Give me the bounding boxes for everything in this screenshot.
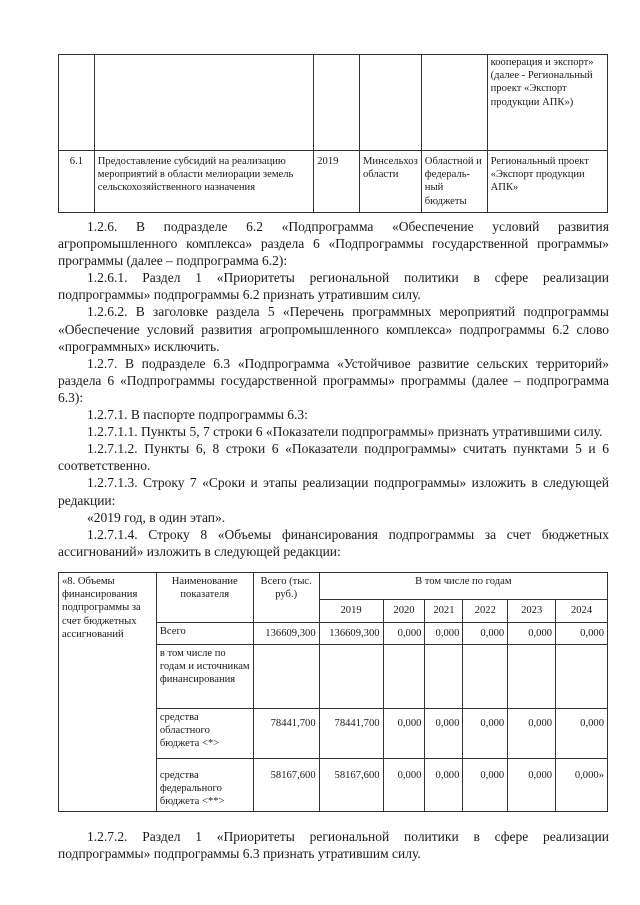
- activity-name: Предоставление субсидий на реализацию мероприятий в области мелиорации земель сельскохозяйственного назначения: [94, 151, 313, 213]
- paragraph: 1.2.7. В подразделе 6.3 «Подпрограмма «Устойчивое развитие сельских территорий» раздела 6 «Подпрограммы государственной программы» программы (далее – подпрограмма 6.3):: [58, 355, 609, 405]
- year-header: 2020: [383, 600, 425, 623]
- year-header: 2023: [508, 600, 556, 623]
- row-value: [425, 645, 463, 709]
- row-value: 0,000: [556, 623, 608, 645]
- table-cell: [94, 55, 313, 151]
- row-value: 0,000: [556, 709, 608, 759]
- col-header-years: В том числе по годам: [319, 573, 607, 600]
- row-name: средства областного бюджета <*>: [156, 709, 253, 759]
- row-label: «8. Объемы финансирования подпрограммы за счет бюджетных ассигнований: [59, 573, 157, 812]
- regional-project-cell: кооперация и экспорт» (далее - Региональный проект «Экспорт продукции АПК»): [487, 55, 607, 151]
- row-value: 0,000: [383, 759, 425, 812]
- year-header: 2021: [425, 600, 463, 623]
- activity-project: Региональный проект «Экспорт продукции АПК»: [487, 151, 607, 213]
- row-value: [556, 645, 608, 709]
- row-total: 58167,600: [253, 759, 319, 812]
- row-value: 136609,300: [319, 623, 383, 645]
- paragraph: 1.2.6.2. В заголовке раздела 5 «Перечень программных мероприятий подпрограммы «Обеспечение условий развития агропромышленного комплекса» подпрограммы 6.2 слово «программных» исключить.: [58, 304, 609, 354]
- row-value: 0,000: [463, 623, 508, 645]
- row-value: [383, 645, 425, 709]
- activity-number: 6.1: [59, 151, 95, 213]
- table-cell: [59, 55, 95, 151]
- table-cell: [421, 55, 487, 151]
- row-value: 78441,700: [319, 709, 383, 759]
- paragraph: 1.2.7.1. В паспорте подпрограммы 6.3:: [87, 407, 308, 423]
- activity-year: 2019: [314, 151, 360, 213]
- activity-executor: Минсельхоз области: [360, 151, 422, 213]
- paragraph: 1.2.7.1.2. Пункты 6, 8 строки 6 «Показатели подпрограммы» считать пунктами 5 и 6 соответственно.: [58, 441, 609, 474]
- row-value: [508, 645, 556, 709]
- row-value: 0,000: [508, 709, 556, 759]
- row-value: 0,000: [508, 623, 556, 645]
- col-header-name: Наименование показателя: [156, 573, 253, 623]
- row-name: средства федерального бюджета <**>: [156, 759, 253, 812]
- row-value: 0,000: [383, 623, 425, 645]
- year-header: 2019: [319, 600, 383, 623]
- paragraph: 1.2.7.1.3. Строку 7 «Сроки и этапы реализации подпрограммы» изложить в следующей редакции:: [58, 475, 609, 508]
- row-value: [463, 645, 508, 709]
- row-name: в том числе по годам и источникам финансирования: [156, 645, 253, 709]
- table-cell: [314, 55, 360, 151]
- col-header-total: Всего (тыс. руб.): [253, 573, 319, 623]
- activity-source: Областной и федераль-ный бюджеты: [421, 151, 487, 213]
- row-total: 136609,300: [253, 623, 319, 645]
- year-header: 2022: [463, 600, 508, 623]
- row-name: Всего: [156, 623, 253, 645]
- row-total: [253, 645, 319, 709]
- row-value: [319, 645, 383, 709]
- row-value: 0,000: [508, 759, 556, 812]
- paragraph: 1.2.7.1.1. Пункты 5, 7 строки 6 «Показатели подпрограммы» признать утратившими силу.: [87, 424, 603, 440]
- row-value: 0,000»: [556, 759, 608, 812]
- paragraph: 1.2.6.1. Раздел 1 «Приоритеты региональной политики в сфере реализации подпрограммы» подпрограммы 6.2 признать утратившим силу.: [58, 270, 609, 303]
- document-body: [58, 218, 609, 560]
- program-activities-table: [58, 54, 608, 213]
- paragraph: 1.2.6. В подразделе 6.2 «Подпрограмма «Обеспечение условий развития агропромышленного комплекса» раздела 6 «Подпрограммы государственной программы» программы (далее – подпрограмма 6.2):: [58, 219, 609, 269]
- year-header: 2024: [556, 600, 608, 623]
- row-value: 0,000: [425, 623, 463, 645]
- row-value: 0,000: [463, 709, 508, 759]
- table-row: [59, 151, 608, 213]
- table-header-row: [59, 573, 608, 600]
- document-footer-text: [58, 828, 609, 862]
- financing-table: [58, 572, 608, 812]
- row-value: 0,000: [425, 709, 463, 759]
- row-value: 0,000: [425, 759, 463, 812]
- row-value: 58167,600: [319, 759, 383, 812]
- paragraph: 1.2.7.2. Раздел 1 «Приоритеты региональной политики в сфере реализации подпрограммы» подпрограммы 6.3 признать утратившим силу.: [58, 829, 609, 862]
- table-cell: [360, 55, 422, 151]
- row-value: 0,000: [383, 709, 425, 759]
- paragraph: «2019 год, в один этап».: [87, 509, 226, 525]
- table-row: [59, 55, 608, 151]
- paragraph: 1.2.7.1.4. Строку 8 «Объемы финансирования подпрограммы за счет бюджетных ассигнований» изложить в следующей редакции:: [58, 526, 609, 559]
- row-value: 0,000: [463, 759, 508, 812]
- row-total: 78441,700: [253, 709, 319, 759]
